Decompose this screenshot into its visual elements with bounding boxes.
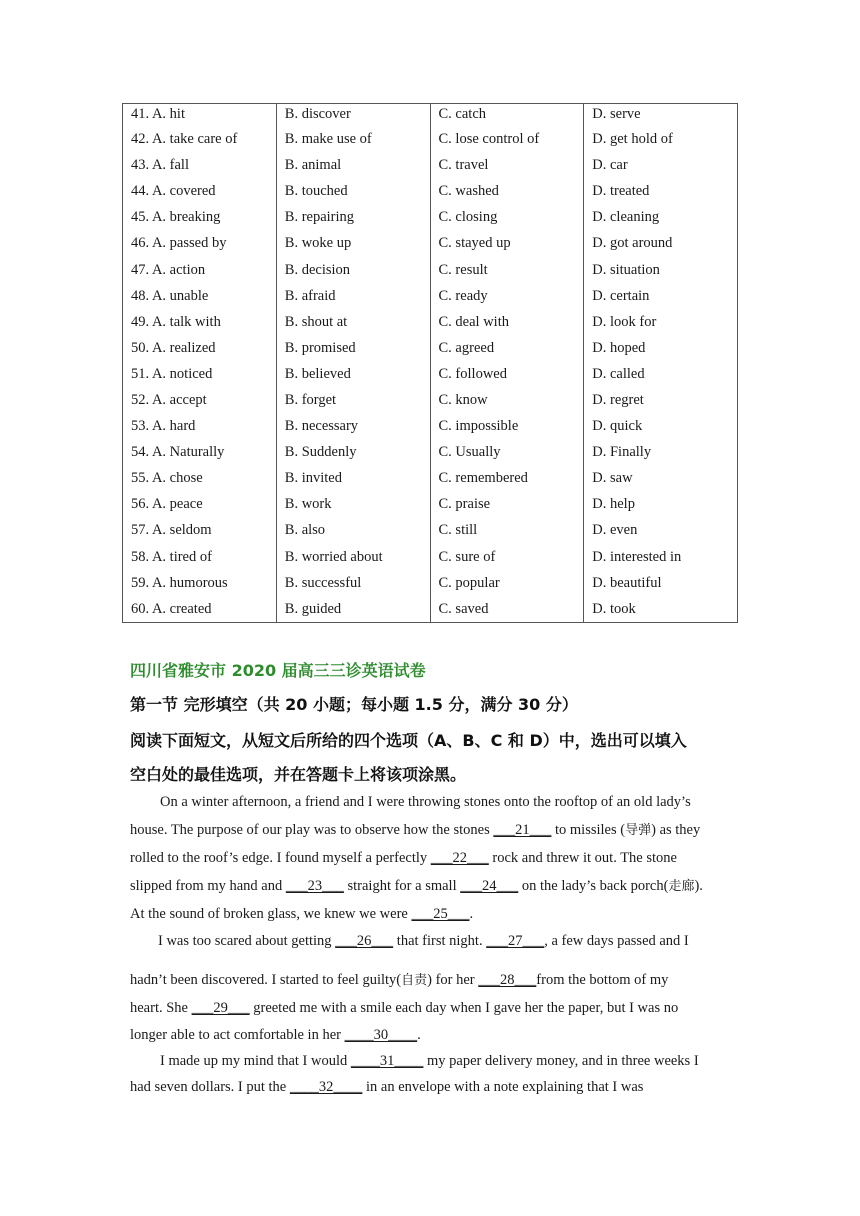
option-cell: C. travel — [430, 152, 584, 178]
option-cell: D. get hold of — [584, 126, 738, 152]
option-cell: 59. A. humorous — [123, 570, 277, 596]
exam-title: 四川省雅安市 2020 届高三三诊英语试卷 — [130, 661, 426, 680]
option-cell: 52. A. accept — [123, 387, 277, 413]
option-cell: 45. A. breaking — [123, 204, 277, 230]
option-cell: B. work — [276, 491, 430, 517]
passage-line: I was too scared about getting ___26___ that first night. ___27___, a few days passed and I — [158, 933, 689, 949]
instruction-line-2: 空白处的最佳选项，并在答题卡上将该项涂黑。 — [130, 765, 467, 784]
option-cell: C. result — [430, 256, 584, 282]
passage-line: rolled to the roof’s edge. I found myself a perfectly ___22___ rock and threw it out. The stone — [130, 850, 677, 866]
option-cell: D. beautiful — [584, 570, 738, 596]
passage-line: slipped from my hand and ___23___ straight for a small ___24___ on the lady’s back porch(走廊). — [130, 878, 703, 894]
instruction-line-1: 阅读下面短文，从短文后所给的四个选项（A、B、C 和 D）中，选出可以填入 — [130, 731, 687, 750]
option-cell: C. followed — [430, 361, 584, 387]
option-cell: C. remembered — [430, 465, 584, 491]
option-cell: 41. A. hit — [123, 104, 277, 127]
blank-22: ___22___ — [430, 850, 489, 866]
passage-line: house. The purpose of our play was to observe how the stones ___21___ to missiles (导弹) as they — [130, 822, 701, 838]
options-row — [123, 570, 738, 596]
option-cell: 60. A. created — [123, 596, 277, 623]
option-cell: C. Usually — [430, 439, 584, 465]
blank-32: ____32____ — [289, 1079, 363, 1095]
option-cell: 50. A. realized — [123, 335, 277, 361]
option-cell: 43. A. fall — [123, 152, 277, 178]
option-cell: C. popular — [430, 570, 584, 596]
option-cell: B. decision — [276, 256, 430, 282]
option-cell: B. make use of — [276, 126, 430, 152]
option-cell: C. praise — [430, 491, 584, 517]
option-cell: D. Finally — [584, 439, 738, 465]
option-cell: D. called — [584, 361, 738, 387]
passage-line: hadn’t been discovered. I started to feel guilty(自责) for her ___28___from the bottom of my — [130, 972, 669, 988]
option-cell: D. look for — [584, 309, 738, 335]
options-row — [123, 309, 738, 335]
option-cell: C. lose control of — [430, 126, 584, 152]
option-cell: C. washed — [430, 178, 584, 204]
options-row — [123, 283, 738, 309]
option-cell: 56. A. peace — [123, 491, 277, 517]
option-cell: D. situation — [584, 256, 738, 282]
option-cell: 46. A. passed by — [123, 230, 277, 256]
option-cell: C. sure of — [430, 544, 584, 570]
options-row — [123, 256, 738, 282]
option-cell: 48. A. unable — [123, 283, 277, 309]
options-row — [123, 465, 738, 491]
passage-line: On a winter afternoon, a friend and I were throwing stones onto the rooftop of an old lady’s — [160, 794, 691, 810]
options-row — [123, 126, 738, 152]
passage-line: longer able to act comfortable in her ____30____. — [130, 1027, 421, 1043]
blank-28: ___28___ — [478, 972, 537, 988]
passage-line: I made up my mind that I would ____31____ my paper delivery money, and in three weeks I — [160, 1053, 699, 1069]
option-cell: 44. A. covered — [123, 178, 277, 204]
option-cell: B. invited — [276, 465, 430, 491]
option-cell: C. ready — [430, 283, 584, 309]
option-cell: D. serve — [584, 104, 738, 127]
options-row — [123, 439, 738, 465]
options-row — [123, 152, 738, 178]
option-cell: 51. A. noticed — [123, 361, 277, 387]
option-cell: C. closing — [430, 204, 584, 230]
option-cell: B. successful — [276, 570, 430, 596]
option-cell: D. even — [584, 517, 738, 543]
option-cell: 47. A. action — [123, 256, 277, 282]
options-table — [122, 103, 738, 623]
option-cell: C. know — [430, 387, 584, 413]
options-row — [123, 204, 738, 230]
option-cell: D. treated — [584, 178, 738, 204]
option-cell: B. promised — [276, 335, 430, 361]
blank-31: ____31____ — [350, 1053, 424, 1069]
blank-23: ___23___ — [285, 878, 344, 894]
options-row — [123, 335, 738, 361]
options-row — [123, 104, 738, 127]
option-cell: C. stayed up — [430, 230, 584, 256]
passage-line: heart. She ___29___ greeted me with a smile each day when I gave her the paper, but I was no — [130, 1000, 679, 1016]
option-cell: B. woke up — [276, 230, 430, 256]
option-cell: B. shout at — [276, 309, 430, 335]
option-cell: B. believed — [276, 361, 430, 387]
passage-line: At the sound of broken glass, we knew we were ___25___. — [130, 906, 474, 922]
option-cell: B. forget — [276, 387, 430, 413]
option-cell: B. discover — [276, 104, 430, 127]
option-cell: 57. A. seldom — [123, 517, 277, 543]
option-cell: D. cleaning — [584, 204, 738, 230]
blank-30: ____30____ — [344, 1027, 418, 1043]
options-row — [123, 361, 738, 387]
option-cell: C. saved — [430, 596, 584, 623]
option-cell: B. necessary — [276, 413, 430, 439]
options-row — [123, 413, 738, 439]
option-cell: B. Suddenly — [276, 439, 430, 465]
blank-21: ___21___ — [493, 822, 552, 838]
option-cell: D. car — [584, 152, 738, 178]
option-cell: D. certain — [584, 283, 738, 309]
options-row — [123, 596, 738, 623]
option-cell: C. deal with — [430, 309, 584, 335]
blank-26: ___26___ — [335, 933, 394, 949]
option-cell: D. quick — [584, 413, 738, 439]
option-cell: D. regret — [584, 387, 738, 413]
option-cell: D. help — [584, 491, 738, 517]
blank-24: ___24___ — [460, 878, 519, 894]
options-row — [123, 230, 738, 256]
option-cell: B. guided — [276, 596, 430, 623]
option-cell: D. interested in — [584, 544, 738, 570]
option-cell: B. touched — [276, 178, 430, 204]
option-cell: 54. A. Naturally — [123, 439, 277, 465]
option-cell: B. repairing — [276, 204, 430, 230]
option-cell: 55. A. chose — [123, 465, 277, 491]
option-cell: C. impossible — [430, 413, 584, 439]
option-cell: D. got around — [584, 230, 738, 256]
options-row — [123, 544, 738, 570]
section-heading: 第一节 完形填空（共 20 小题；每小题 1.5 分，满分 30 分） — [130, 695, 578, 714]
blank-27: ___27___ — [486, 933, 545, 949]
option-cell: C. catch — [430, 104, 584, 127]
option-cell: 49. A. talk with — [123, 309, 277, 335]
options-row — [123, 491, 738, 517]
options-row — [123, 517, 738, 543]
option-cell: 58. A. tired of — [123, 544, 277, 570]
option-cell: D. saw — [584, 465, 738, 491]
passage-line: had seven dollars. I put the ____32____ in an envelope with a note explaining that I was — [130, 1079, 644, 1095]
option-cell: C. still — [430, 517, 584, 543]
option-cell: 42. A. take care of — [123, 126, 277, 152]
option-cell: B. animal — [276, 152, 430, 178]
option-cell: 53. A. hard — [123, 413, 277, 439]
options-row — [123, 178, 738, 204]
option-cell: B. also — [276, 517, 430, 543]
option-cell: D. took — [584, 596, 738, 623]
option-cell: B. afraid — [276, 283, 430, 309]
option-cell: B. worried about — [276, 544, 430, 570]
blank-25: ___25___ — [411, 906, 470, 922]
options-row — [123, 387, 738, 413]
blank-29: ___29___ — [191, 1000, 250, 1016]
option-cell: C. agreed — [430, 335, 584, 361]
option-cell: D. hoped — [584, 335, 738, 361]
